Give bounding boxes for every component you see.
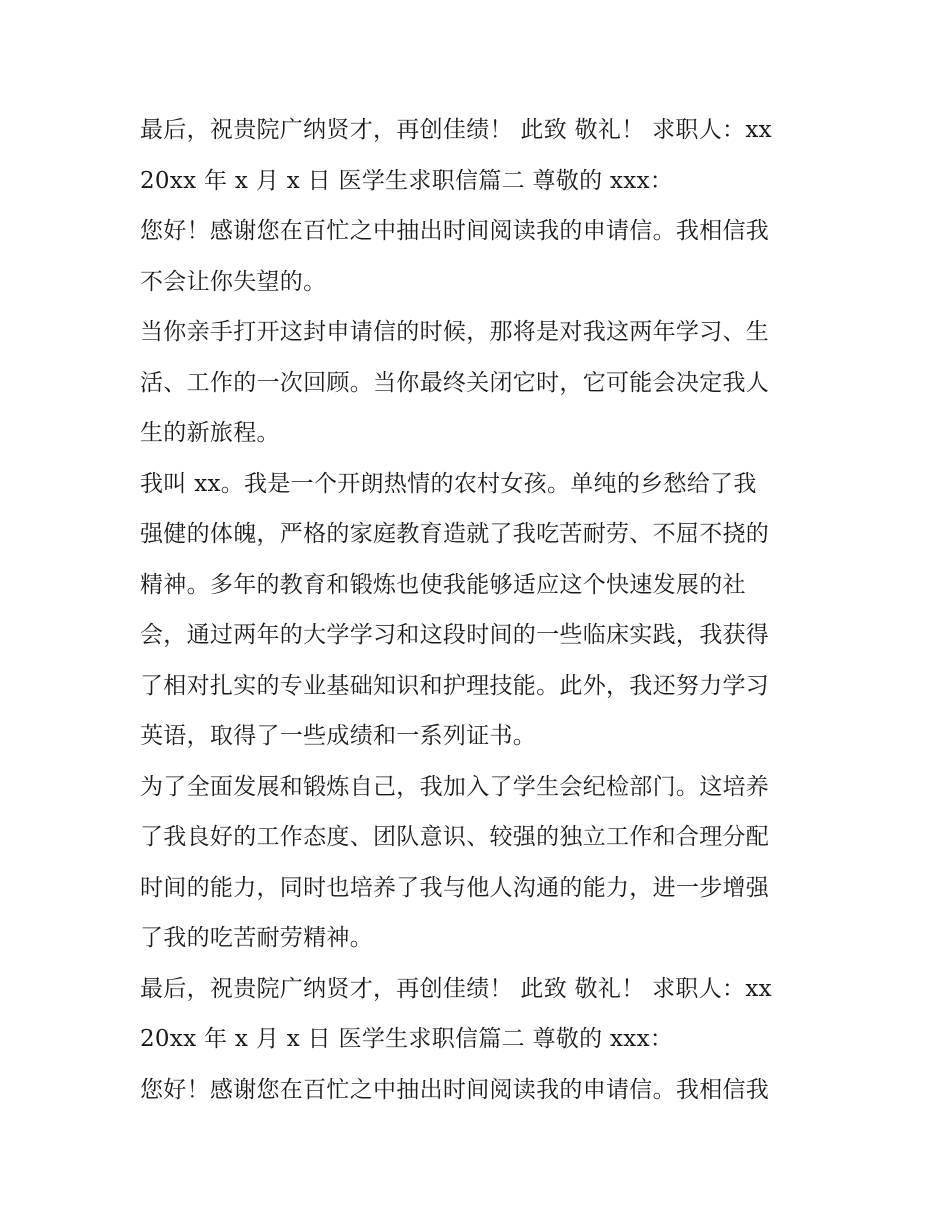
text-line: 了我良好的工作态度、团队意识、较强的独立工作和合理分配: [140, 824, 770, 850]
text-line: 20xx 年 x 月 x 日 医学生求职信篇二 尊敬的 xxx：: [140, 167, 674, 194]
text-line: 强健的体魄，严格的家庭教育造就了我吃苦耐劳、不屈不挠的: [140, 521, 770, 547]
text-line: 您好！感谢您在百忙之中抽出时间阅读我的申请信。我相信我: [140, 1076, 770, 1103]
text-line: 不会让你失望的。: [140, 268, 327, 295]
text-line: 精神。多年的教育和锻炼也使我能够适应这个快速发展的社: [140, 571, 746, 598]
document-body: [140, 105, 820, 1115]
text-line: 20xx 年 x 月 x 日 医学生求职信篇二 尊敬的 xxx：: [140, 1026, 674, 1052]
text-line: 英语，取得了一些成绩和一系列证书。: [140, 723, 537, 749]
text-line: 了我的吃苦耐劳精神。: [140, 925, 373, 951]
text-line: 您好！感谢您在百忙之中抽出时间阅读我的申请信。我相信我: [140, 218, 770, 244]
text-line: 活、工作的一次回顾。当你最终关闭它时，它可能会决定我人: [140, 369, 770, 396]
text-line: 时间的能力，同时也培养了我与他人沟通的能力，进一步增强: [140, 874, 770, 901]
text-line: 最后，祝贵院广纳贤才，再创佳绩！ 此致 敬礼！ 求职人：xx: [140, 117, 772, 143]
text-line: 生的新旅程。: [140, 420, 280, 446]
text-line: 我叫 xx。我是一个开朗热情的农村女孩。单纯的乡愁给了我: [140, 470, 757, 497]
text-line: 了相对扎实的专业基础知识和护理技能。此外，我还努力学习: [140, 672, 770, 699]
text-line: 最后，祝贵院广纳贤才，再创佳绩！ 此致 敬礼！ 求职人：xx: [140, 975, 772, 1002]
text-line: 当你亲手打开这封申请信的时候，那将是对我这两年学习、生: [140, 319, 770, 345]
text-line: 为了全面发展和锻炼自己，我加入了学生会纪检部门。这培养: [140, 773, 770, 800]
text-line: 会，通过两年的大学学习和这段时间的一些临床实践，我获得: [140, 622, 770, 648]
